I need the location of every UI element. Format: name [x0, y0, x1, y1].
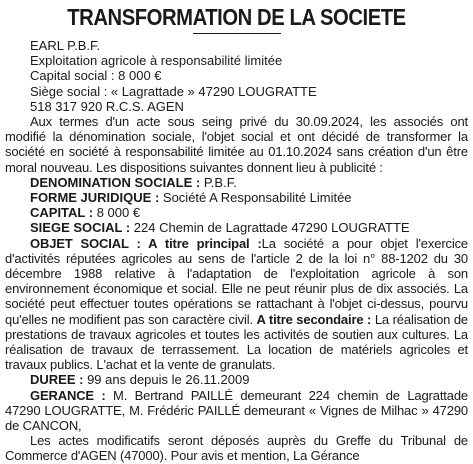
field-label: FORME JURIDIQUE : [30, 190, 160, 206]
objet-secondaire-label: A titre secondaire : [256, 311, 372, 327]
gerance-label: GERANCE : [30, 387, 106, 403]
field-label: CAPITAL : [30, 205, 94, 221]
field-value: Société A Responsabilité Limitée [159, 190, 352, 206]
field-denomination [5, 175, 468, 190]
field-value: P.B.F. [200, 174, 237, 190]
company-seat: Siège social : « Lagrattade » 47290 LOUGRATTE [30, 83, 317, 99]
gerance-text: M. Bertrand PAILLÉ demeurant 224 chemin de Lagrattade 47290 LOUGRATTE, M. Frédéric PAILLÉ demeurant « Vignes de Milhac » 47290 de CANCON, [5, 387, 468, 434]
company-rcs: 518 317 920 R.C.S. AGEN [30, 98, 184, 114]
field-value: 8 000 € [93, 205, 141, 221]
objet-principal-text: La société a pour objet l'exercice d'activités réputées agricoles au sens de l'article 2 de la loi n° 88-1202 du 30 décembre 1988 relative à l'adaptation de l'exploitation agricole à son environnement économique et social. Elle ne peut réunir plus de dix associés. La société peut effectuer toutes opérations se rattachant à l'objet ci-dessus, pourvu qu'elles ne modifient pas son caractère civil. [5, 235, 469, 327]
field-label: SIEGE SOCIAL : [30, 220, 131, 236]
field-value: 224 Chemin de Lagrattade 47290 LOUGRATTE [130, 220, 410, 236]
field-capital [5, 205, 468, 220]
intro-paragraph: Aux termes d'un acte sous seing privé du 30.09.2024, les associés ont modifié la dénomination sociale, l'objet social et ont décidé de transformer la société en société à responsabilité limitée au 01.10.2024 sans création d'un être moral nouveau. Les dispositions suivantes donnent lieu à publicité : [5, 114, 468, 175]
title-underline [193, 33, 281, 34]
gerance-paragraph [5, 388, 468, 434]
notice-title: TRANSFORMATION DE LA SOCIETE [67, 4, 406, 30]
field-siege [5, 220, 468, 235]
field-value: 99 ans depuis le 26.11.2009 [83, 372, 250, 388]
company-capital: Capital social : 8 000 € [30, 68, 162, 84]
field-forme [5, 190, 468, 205]
company-name: EARL P.B.F. [30, 38, 101, 53]
closing-paragraph: Les actes modificatifs seront déposés auprès du Greffe du Tribunal de Commerce d'AGEN (47000). Pour avis et mention, La Gérance [5, 433, 468, 464]
objet-paragraph [5, 236, 468, 373]
company-form: Exploitation agricole à responsabilité limitée [30, 53, 283, 69]
objet-label: OBJET SOCIAL : A titre principal : [30, 235, 262, 251]
objet-secondaire-text: La réalisation de prestations de travaux agricoles et toutes les activités de soutien aux cultures. La réalisation de travaux de terrassement. La location de matériels agricoles et travaux publics. L'achat et la vente de granulats. [5, 311, 468, 373]
field-label: DENOMINATION SOCIALE : [30, 174, 201, 190]
field-label: DUREE : [30, 372, 84, 388]
field-duree [5, 372, 468, 387]
company-header [5, 38, 468, 114]
